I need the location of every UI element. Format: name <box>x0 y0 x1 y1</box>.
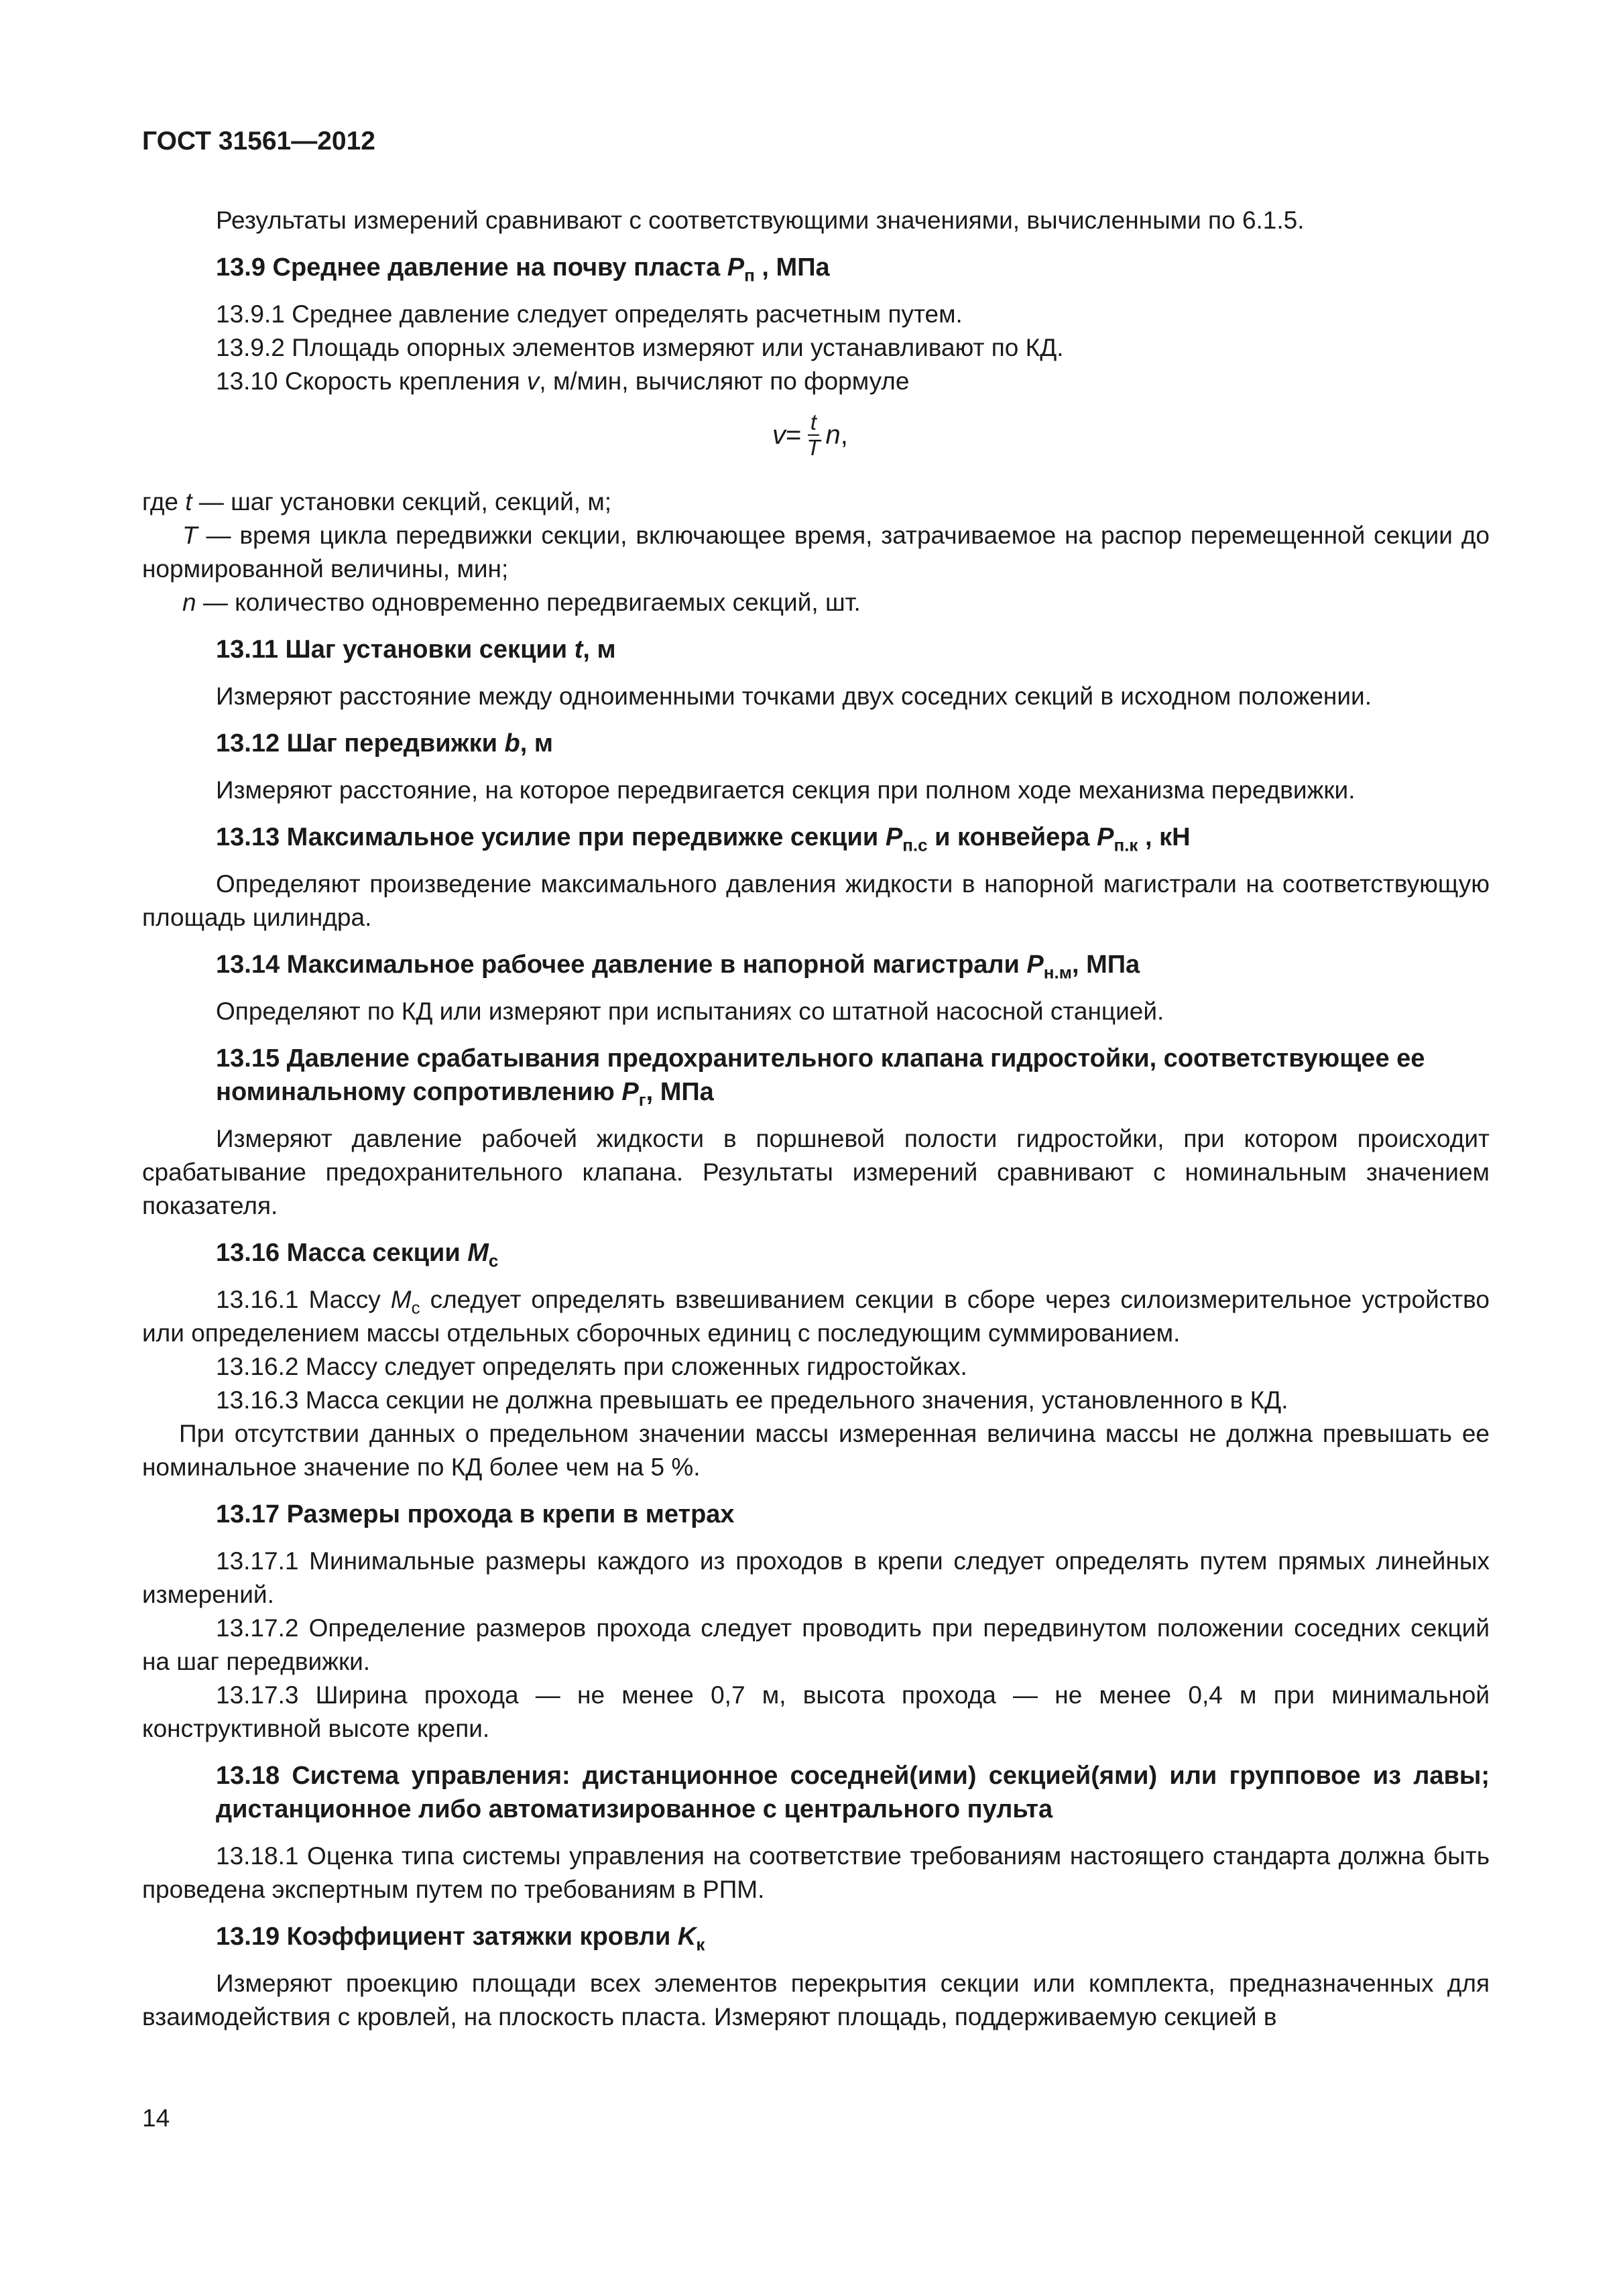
document-header: ГОСТ 31561—2012 <box>142 127 375 156</box>
heading-13-17: 13.17 Размеры прохода в крепи в метрах <box>216 1500 735 1528</box>
heading-13-14: 13.14 Максимальное рабочее давление в напорной магистрали $P_{н.м}$, МПа <box>216 951 1140 983</box>
paragraph-13-13: Определяют произведение максимального давления жидкости в напорной магистрали на соответствующую площадь цилиндра. <box>142 870 1490 931</box>
heading-13-12: 13.12 Шаг передвижки b, м <box>216 729 553 758</box>
heading-13-16: 13.16 Масса секции $M_с$ <box>216 1239 499 1271</box>
formula-block <box>142 398 1490 485</box>
paragraph-13-11: Измеряют расстояние между одноименными точками двух соседних секций в исходном положении. <box>216 682 1372 710</box>
paragraph-13-17-1: 13.17.1 Минимальные размеры каждого из проходов в крепи следует определять путем прямых линейных измерений. <box>142 1547 1490 1608</box>
paragraph-13-12: Измеряют расстояние, на которое передвигается секция при полном ходе механизма передвижки. <box>216 776 1356 804</box>
heading-13-9: 13.9 Среднее давление на почву пласта $P_п$ , МПа <box>216 253 830 286</box>
heading-13-19: 13.19 Коэффициент затяжки кровли $K_к$ <box>216 1923 705 1955</box>
paragraph-13-17-3: 13.17.3 Ширина прохода — не менее 0,7 м, высота прохода — не менее 0,4 м при минимальной конструктивной высоте крепи. <box>142 1681 1490 1742</box>
paragraph-13-16-1: 13.16.1 Массу $M_с$ следует определять взвешиванием секции в сборе через силоизмерительное устройство или определением массы отдельных сборочных единиц с последующим суммированием. <box>142 1286 1490 1347</box>
heading-13-11: 13.11 Шаг установки секции t, м <box>216 636 616 664</box>
where-T: T — время цикла передвижки секции, включающее время, затрачиваемое на распор перемещенной секции до нормированной величины, мин; <box>142 522 1490 583</box>
heading-13-15: 13.15 Давление срабатывания предохранительного клапана гидростойки, соответствующее ее номинальному сопротивлению $P_г$, МПа <box>216 1044 1425 1110</box>
formula-speed: v = $\frac{t}{T}$ n , <box>772 410 848 460</box>
where-n: n — количество одновременно передвигаемых секций, шт. <box>182 589 861 616</box>
paragraph-13-16-2: 13.16.2 Массу следует определять при сложенных гидростойках. <box>216 1353 967 1380</box>
formula-fraction: $\frac{t}{T}$ <box>806 410 821 460</box>
paragraph-13-9-2: 13.9.2 Площадь опорных элементов измеряют или устанавливают по КД. <box>216 334 1064 361</box>
paragraph-13-14: Определяют по КД или измеряют при испытаниях со штатной насосной станцией. <box>216 998 1164 1025</box>
paragraph-13-10: 13.10 Скорость крепления v, м/мин, вычисляют по формуле <box>216 367 910 395</box>
paragraph-13-17-2: 13.17.2 Определение размеров прохода следует проводить при передвинутом положении соседних секций на шаг передвижки. <box>142 1614 1490 1675</box>
paragraph-13-18-1: 13.18.1 Оценка типа системы управления на соответствие требованиям настоящего стандарта должна быть проведена экспертным путем по требованиям в РПМ. <box>142 1842 1490 1903</box>
paragraph-13-16-3-cont: При отсутствии данных о предельном значении массы измеренная величина массы не должна превышать ее номинальное значение по КД более чем на 5 %. <box>142 1420 1490 1481</box>
heading-13-18: 13.18 Система управления: дистанционное соседней(ими) секцией(ями) или групповое из лавы; дистанционное либо автоматизированное с центрального пульта <box>216 1762 1490 1823</box>
paragraph-13-16-3: 13.16.3 Масса секции не должна превышать ее предельного значения, установленного в КД. <box>216 1386 1288 1414</box>
paragraph-13-19: Измеряют проекцию площади всех элементов перекрытия секции или комплекта, предназначенных для взаимодействия с кровлей, на плоскость пласта. Измеряют площадь, поддерживаемую секцией в <box>142 1970 1490 2031</box>
paragraph-results: Результаты измерений сравнивают с соответствующими значениями, вычисленными по 6.1.5. <box>216 206 1305 234</box>
paragraph-13-9-1: 13.9.1 Среднее давление следует определять расчетным путем. <box>216 300 963 328</box>
page-number: 14 <box>142 2104 170 2132</box>
paragraph-13-15: Измеряют давление рабочей жидкости в поршневой полости гидростойки, при котором происходит срабатывание предохранительного клапана. Результаты измерений сравнивают с номинальным значением показателя. <box>142 1125 1490 1219</box>
heading-13-13: 13.13 Максимальное усилие при передвижке секции $P_{п.с}$ и конвейера $P_{п.к}$ , кН <box>216 823 1191 855</box>
document-body <box>142 204 1490 2034</box>
where-t: где t — шаг установки секций, секций, м; <box>142 488 612 516</box>
